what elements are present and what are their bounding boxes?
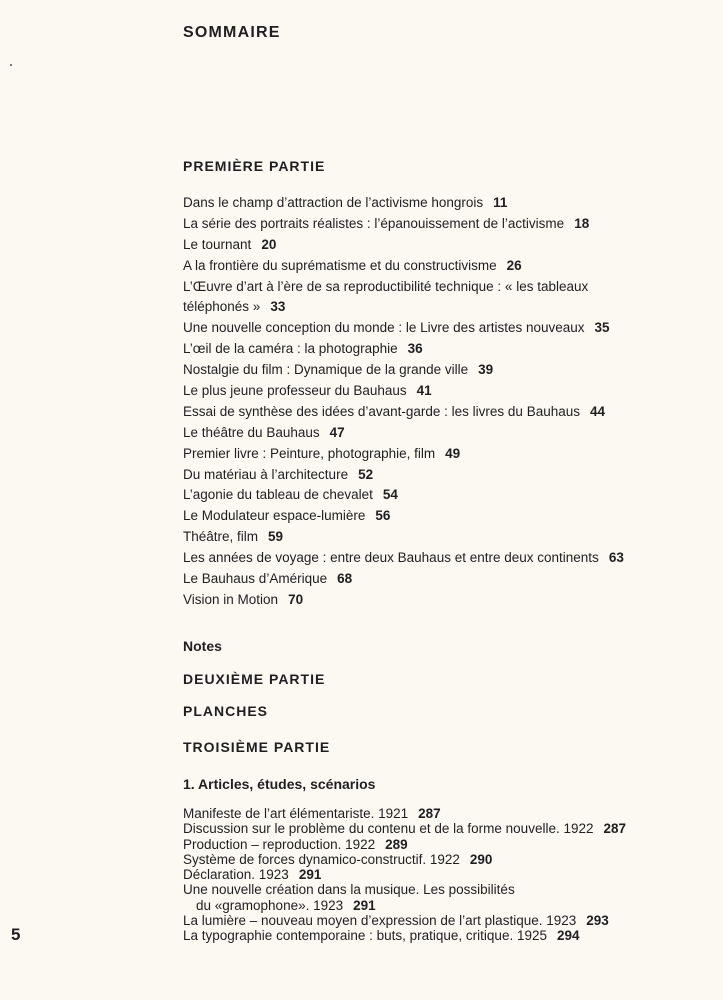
toc-entry-page: 35	[594, 320, 610, 336]
toc-entry-page: 56	[375, 508, 391, 524]
toc-entry-page: 47	[329, 424, 345, 440]
planches-heading[interactable]: PLANCHES	[183, 703, 269, 719]
toc-entry-title: Le Modulateur espace-lumière	[183, 508, 366, 524]
toc-entry-title: A la frontière du suprématisme et du constructivisme	[183, 257, 497, 273]
toc-entry-title: Le théâtre du Bauhaus	[183, 424, 320, 440]
toc-entry-page: 39	[478, 362, 494, 378]
toc-entry-title: Système de forces dynamico-constructif. 1922	[183, 851, 460, 867]
toc-entry-title: Production – reproduction. 1922	[183, 836, 376, 852]
toc-entry-page: 291	[298, 867, 322, 883]
toc-entry[interactable]	[183, 444, 703, 465]
page-title: SOMMAIRE	[183, 24, 281, 41]
toc-entry-page: 20	[261, 236, 277, 252]
part2-heading[interactable]: DEUXIÈME PARTIE	[183, 671, 326, 687]
page-number: 5	[11, 925, 21, 944]
toc-entry-title: L’œil de la caméra : la photographie	[183, 341, 398, 357]
toc-entry-page: 59	[268, 529, 284, 545]
toc-entry[interactable]	[183, 465, 703, 486]
toc-entry-page: 291	[353, 897, 376, 913]
toc-entry[interactable]	[183, 256, 703, 277]
toc-entry-title: Déclaration. 1923	[183, 867, 289, 883]
toc-entry-page: 290	[469, 851, 493, 867]
toc-entry[interactable]	[183, 381, 703, 402]
part1-toc-list	[183, 193, 703, 611]
toc-entry[interactable]	[183, 277, 703, 298]
toc-entry-page: 44	[589, 403, 606, 419]
toc-entry-title: Le Bauhaus d’Amérique	[183, 571, 328, 587]
toc-entry-continuation[interactable]	[183, 898, 713, 913]
toc-entry-title: Essai de synthèse des idées d’avant-garde : les livres du Bauhaus	[183, 403, 580, 419]
toc-entry-title: Du matériau à l’architecture	[183, 466, 349, 482]
toc-entry-title: du «gramophone». 1923	[196, 897, 344, 913]
toc-entry[interactable]	[183, 318, 703, 339]
toc-entry[interactable]	[183, 214, 703, 235]
toc-entry-title: L’agonie du tableau de chevalet	[183, 487, 373, 503]
toc-entry[interactable]	[183, 548, 703, 569]
toc-entry-title: Premier livre : Peinture, photographie, film	[183, 445, 436, 461]
toc-entry-page: 68	[337, 571, 353, 587]
toc-entry[interactable]	[183, 867, 713, 882]
toc-entry[interactable]	[183, 339, 703, 360]
toc-entry-title: L’Œuvre d’art à l’ère de sa reproductibilité technique : « les tableaux	[183, 278, 589, 294]
toc-entry-title: téléphonés »	[183, 299, 261, 315]
toc-entry-title: Le tournant	[183, 236, 252, 252]
toc-entry-page: 294	[557, 928, 580, 944]
part3-heading: TROISIÈME PARTIE	[183, 739, 331, 755]
toc-entry[interactable]	[183, 235, 703, 256]
toc-entry-page: 11	[493, 195, 508, 210]
toc-entry-title: Une nouvelle création dans la musique. Les possibilités	[183, 882, 515, 898]
toc-entry[interactable]	[183, 193, 703, 214]
toc-entry-page: 289	[385, 836, 408, 852]
toc-entry-page: 49	[445, 445, 461, 461]
part3-toc-list	[183, 806, 713, 944]
toc-entry[interactable]	[183, 506, 703, 527]
part1-heading: PREMIÈRE PARTIE	[183, 158, 326, 174]
toc-entry-title: Discussion sur le problème du contenu et de la forme nouvelle. 1922	[183, 821, 594, 837]
toc-entry-title: Dans le champ d’attraction de l’activisme hongrois	[183, 195, 484, 210]
toc-entry-title: Vision in Motion	[183, 591, 279, 607]
paper-speck	[10, 64, 12, 66]
toc-entry[interactable]	[183, 423, 703, 444]
toc-entry[interactable]	[183, 527, 703, 548]
toc-entry-title: La lumière – nouveau moyen d’expression de l’art plastique. 1923	[183, 913, 577, 929]
toc-entry[interactable]	[183, 928, 713, 943]
toc-entry-title: Les années de voyage : entre deux Bauhaus et entre deux continents	[183, 550, 599, 566]
toc-entry[interactable]	[183, 590, 703, 611]
toc-entry-title: La série des portraits réalistes : l’épanouissement de l’activisme	[183, 215, 565, 231]
toc-entry-page: 287	[603, 821, 627, 837]
toc-entry[interactable]	[183, 821, 713, 836]
toc-entry[interactable]	[183, 806, 713, 821]
toc-entry-continuation[interactable]	[183, 297, 703, 318]
notes-heading[interactable]: Notes	[183, 638, 222, 654]
toc-entry-title: La typographie contemporaine : buts, pratique, critique. 1925	[183, 928, 547, 944]
toc-entry-title: Nostalgie du film : Dynamique de la grande ville	[183, 362, 469, 378]
toc-entry[interactable]	[183, 402, 703, 423]
toc-entry-page: 18	[574, 215, 590, 231]
toc-entry-page: 52	[358, 466, 374, 482]
toc-entry-page: 293	[586, 913, 609, 929]
toc-entry[interactable]	[183, 360, 703, 381]
toc-entry-title: Le plus jeune professeur du Bauhaus	[183, 383, 407, 399]
toc-entry[interactable]	[183, 837, 713, 852]
toc-entry-page: 41	[416, 383, 432, 399]
toc-entry-page: 70	[288, 591, 304, 607]
toc-entry-title: Théâtre, film	[183, 529, 259, 545]
toc-entry[interactable]	[183, 913, 713, 928]
toc-entry[interactable]	[183, 852, 713, 867]
toc-entry[interactable]	[183, 882, 713, 897]
toc-entry-page: 26	[506, 257, 522, 273]
toc-entry-page: 33	[270, 299, 286, 315]
toc-entry[interactable]	[183, 569, 703, 590]
toc-entry-page: 287	[418, 806, 441, 821]
part3-section-heading: 1. Articles, études, scénarios	[183, 776, 376, 792]
toc-entry-page: 54	[382, 487, 398, 503]
toc-entry-title: Une nouvelle conception du monde : le Livre des artistes nouveaux	[183, 320, 585, 336]
toc-entry[interactable]	[183, 485, 703, 506]
toc-entry-page: 36	[407, 341, 423, 357]
toc-entry-page: 63	[608, 550, 624, 566]
toc-entry-title: Manifeste de l’art élémentariste. 1921	[183, 806, 409, 821]
